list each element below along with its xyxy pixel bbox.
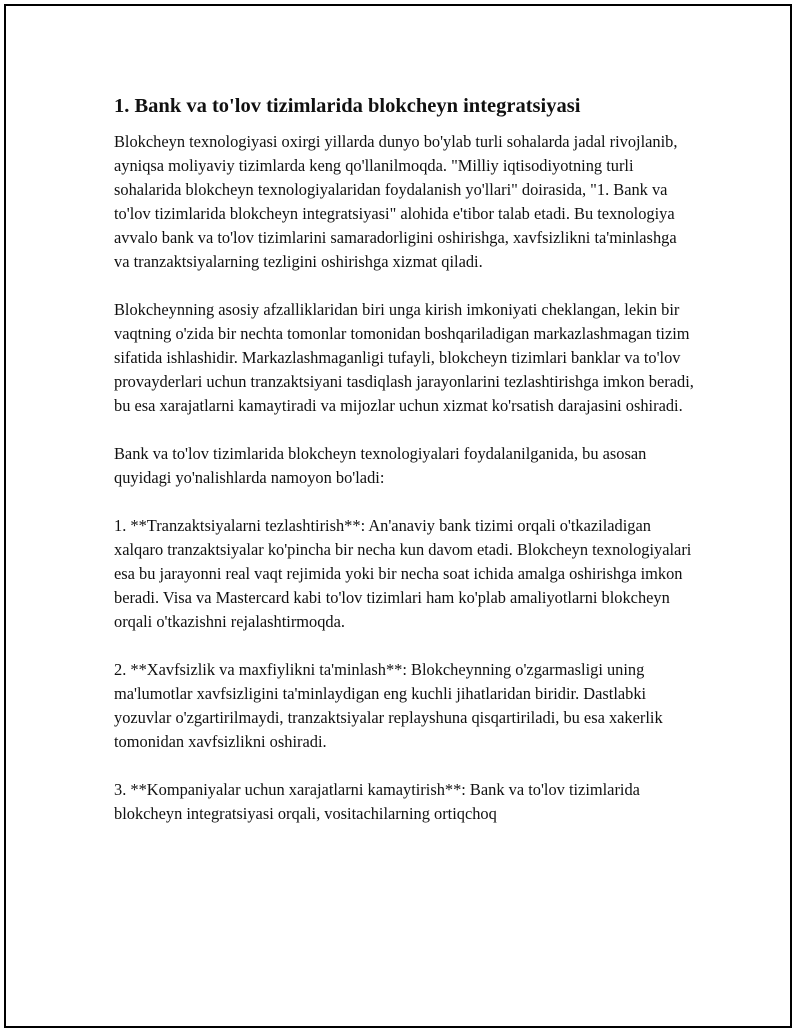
paragraph-decentralization: Blokcheynning asosiy afzalliklaridan biri unga kirish imkoniyati cheklangan, lekin bir vaqtning o'zida bir nechta tomonlar tomonidan boshqariladigan markazlashmagan tizim sifatida ishlashidir. Markazlashmaganligi tufayli, blokcheyn tizimlari banklar va to'lov provayderlari uchun tranzaktsiyani tasdiqlash jarayonlarini tezlashtirishga imkon beradi, bu esa xarajatlarni kamaytiradi va mijozlar uchun xizmat ko'rsatish darajasini oshiradi. [114,300,694,415]
paragraph-directions-intro: Bank va to'lov tizimlarida blokcheyn texnologiyalari foydalanilganida, bu asosan quyidagi yo'nalishlarda namoyon bo'ladi: [114,444,647,487]
list-item-security: 2. **Xavfsizlik va maxfiylikni ta'minlash**: Blokcheynning o'zgarmasligi uning ma'lumotlar xavfsizligini ta'minlaydigan eng kuchli jihatlaridan biridir. Dastlabki yozuvlar o'zgartirilmaydi, tranzaktsiyalar replayshuna qisqartiriladi, bu esa xakerlik tomonidan xavfsizlikni oshiradi. [114,660,663,751]
document-body [114,92,694,850]
list-item-speed: 1. **Tranzaktsiyalarni tezlashtirish**: An'anaviy bank tizimi orqali o'tkaziladigan xalqaro tranzaktsiyalar ko'pincha bir necha kun davom etadi. Blokcheyn texnologiyalari esa bu jarayonni real vaqt rejimida yoki bir necha soat ichida amalga oshirishga imkon beradi. Visa va Mastercard kabi to'lov tizimlari ham ko'plab amaliyotlarni blokcheyn orqali o'tkazishni rejalashtirmoqda. [114,516,692,631]
paragraph-intro: Blokcheyn texnologiyasi oxirgi yillarda dunyo bo'ylab turli sohalarda jadal rivojlanib, ayniqsa moliyaviy tizimlarda keng qo'llanilmoqda. "Milliy iqtisodiyotning turli sohalarida blokcheyn texnologiyalaridan foydalanish yo'llari" doirasida, "1. Bank va to'lov tizimlarida blokcheyn integratsiyasi" alohida e'tibor talab etadi. Bu texnologiya avvalo bank va to'lov tizimlarini samaradorligini oshirishga, xavfsizlikni ta'minlashga va tranzaktsiyalarning tezligini oshirishga xizmat qiladi. [114,132,678,271]
list-item-costs: 3. **Kompaniyalar uchun xarajatlarni kamaytirish**: Bank va to'lov tizimlarida blokcheyn integratsiyasi orqali, vositachilarning ortiqchoq [114,780,640,823]
section-heading: 1. Bank va to'lov tizimlarida blokcheyn integratsiyasi [114,95,581,117]
